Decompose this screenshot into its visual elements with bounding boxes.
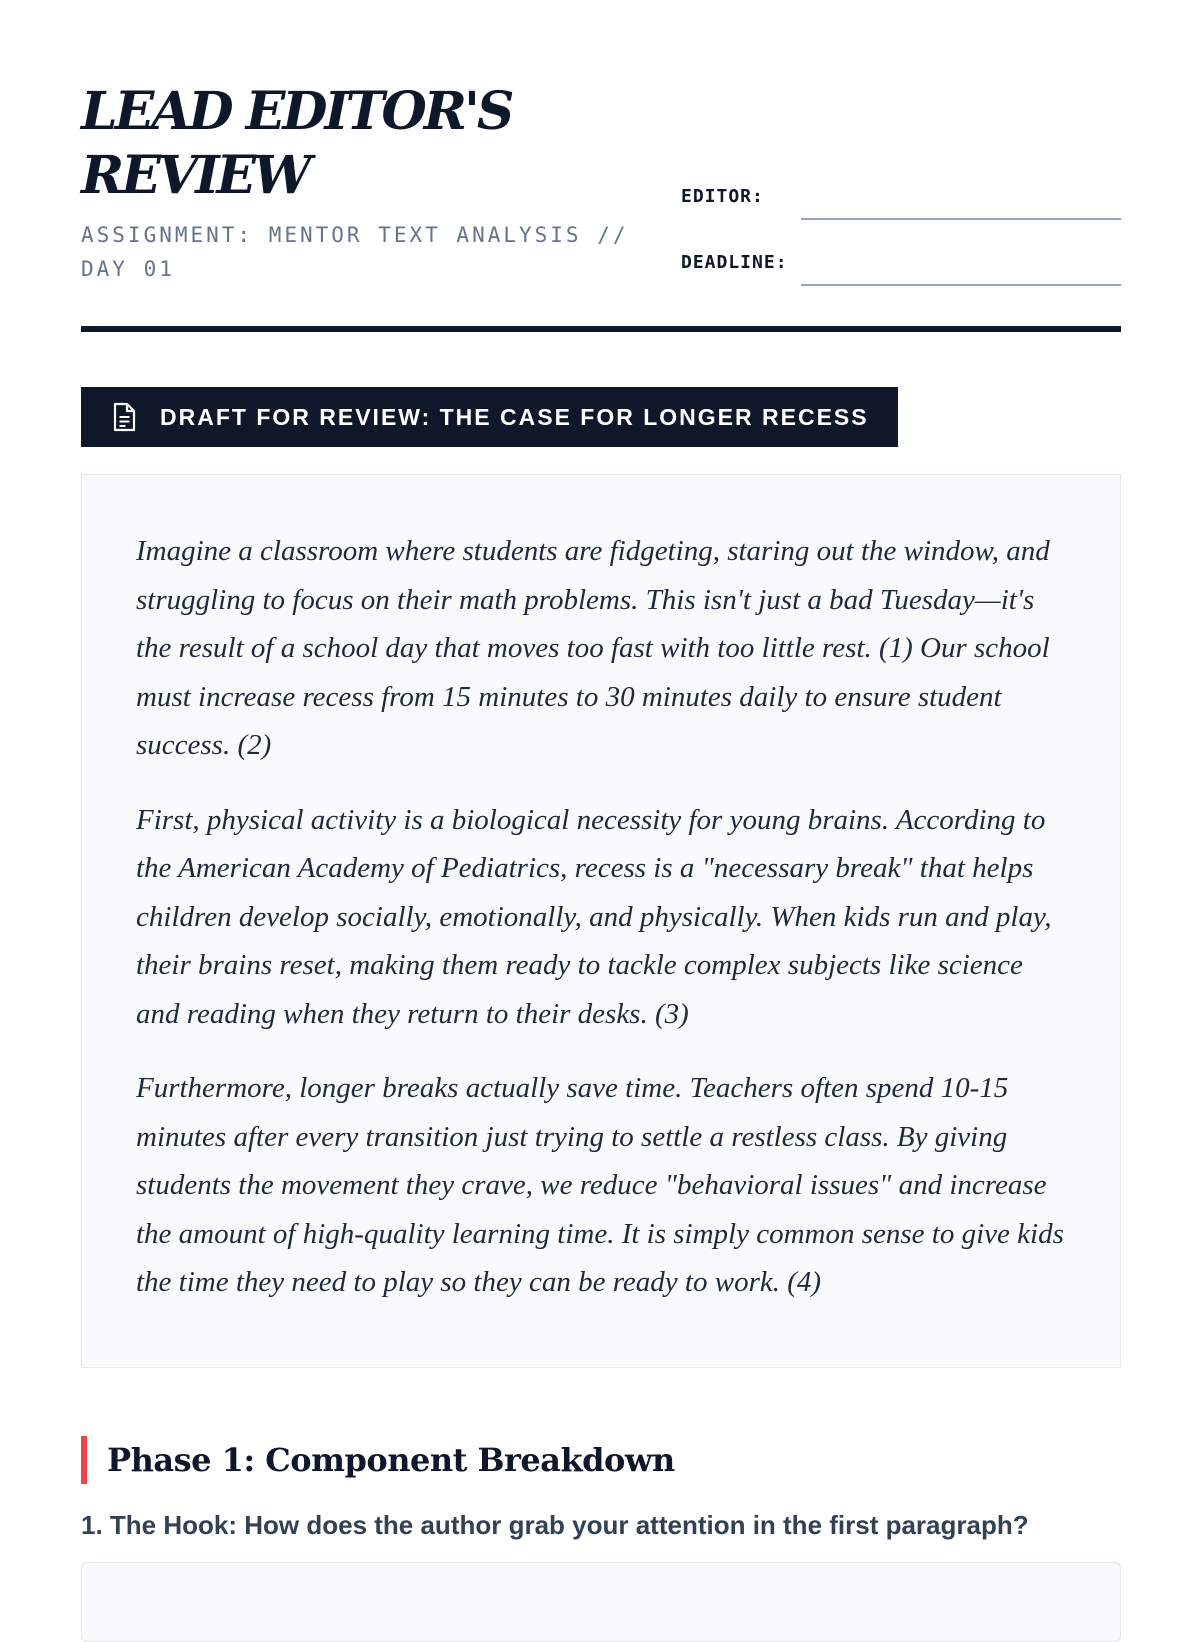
- page-title: [81, 80, 511, 208]
- editor-label: EDITOR:: [681, 186, 764, 207]
- editor-field[interactable]: [801, 218, 1121, 220]
- document-icon: [110, 402, 138, 432]
- essay-paragraph-1: Imagine a classroom where students are fidgeting, staring out the window, and struggling to focus on their math problems. This isn't just a bad Tuesday—it's the result of a school day that moves too fast with too little rest. (1) Our school must increase recess from 15 minutes to 30 minutes daily to ensure student success. (2): [136, 535, 1050, 761]
- phase-accent-bar: [81, 1436, 87, 1484]
- question-1-label: 1. The Hook: How does the author grab your attention in the first paragraph?: [81, 1510, 1029, 1540]
- deadline-field-row: [681, 246, 1121, 286]
- deadline-field[interactable]: [801, 284, 1121, 286]
- page-title-line-2: REVIEW: [81, 145, 309, 206]
- worksheet-header: [81, 0, 1121, 335]
- draft-banner: [81, 387, 898, 447]
- phase-1-title: Phase 1: Component Breakdown: [107, 1441, 675, 1479]
- header-divider: [81, 326, 1121, 332]
- worksheet-page: [81, 0, 1121, 1540]
- editor-field-row: [681, 180, 1121, 220]
- deadline-label: DEADLINE:: [681, 252, 788, 273]
- question-1-answer-field[interactable]: [81, 1562, 1121, 1642]
- essay-text-box: [81, 474, 1121, 1368]
- page-title-line-1: LEAD EDITOR'S: [81, 81, 512, 142]
- phase-1-heading: [81, 1436, 675, 1484]
- assignment-subtitle: ASSIGNMENT: MENTOR TEXT ANALYSIS // DAY 01: [81, 223, 629, 281]
- essay-paragraph-2: First, physical activity is a biological necessity for young brains. According to the American Academy of Pediatrics, recess is a "necessary break" that helps children develop socially, emotionally, and physically. When kids run and play, their brains reset, making them ready to tackle complex subjects like science and reading when they return to their desks. (3): [136, 803, 1052, 1030]
- essay-paragraph-3: Furthermore, longer breaks actually save time. Teachers often spend 10-15 minutes after every transition just trying to settle a restless class. By giving students the movement they crave, we reduce "behavioral issues" and increase the amount of high-quality learning time. It is simply common sense to give kids the time they need to play so they can be ready to work. (4): [136, 1072, 1064, 1298]
- draft-banner-title: DRAFT FOR REVIEW: THE CASE FOR LONGER RECESS: [160, 403, 869, 430]
